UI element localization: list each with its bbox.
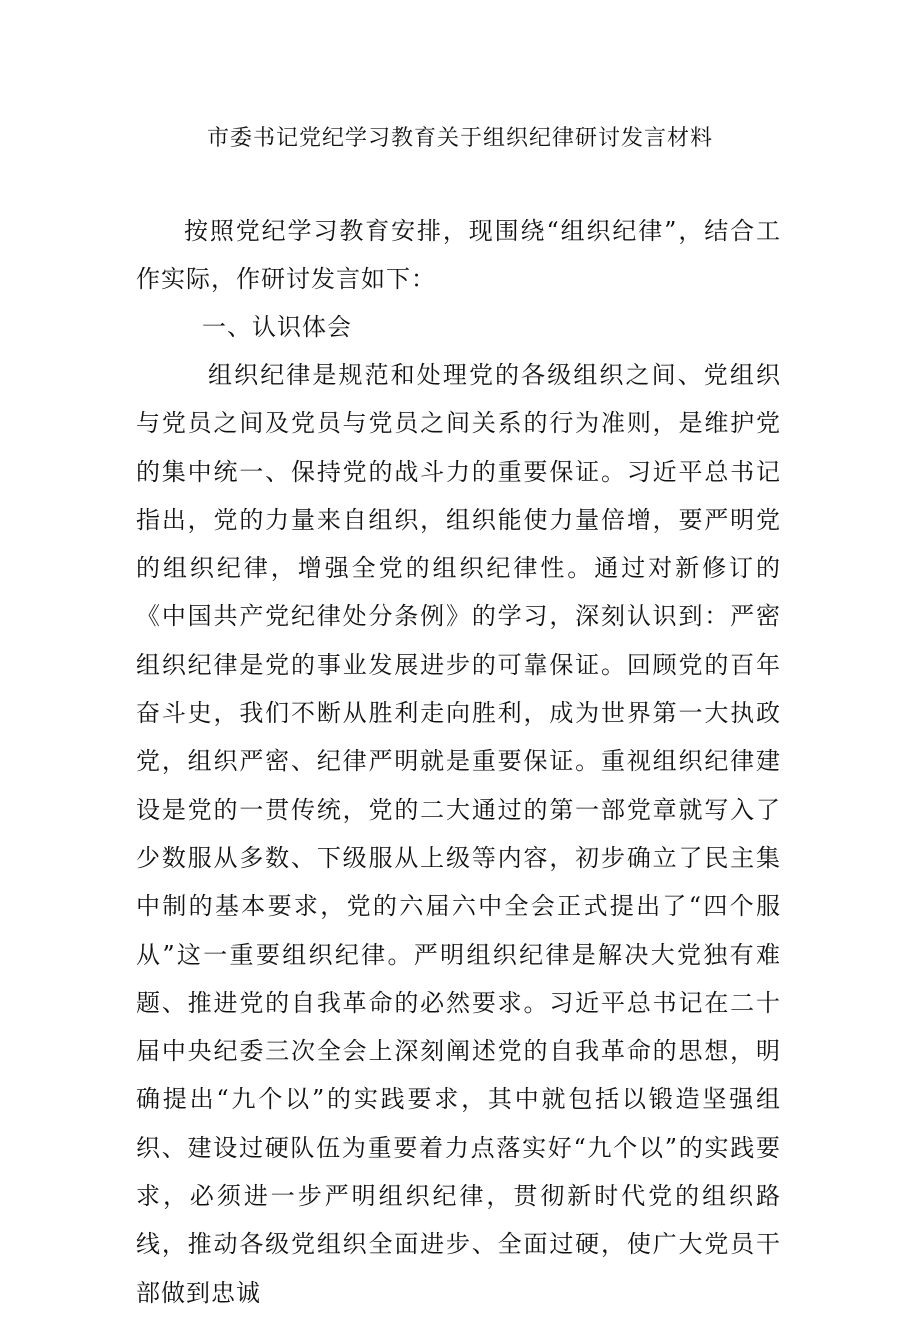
section-heading: 一、认识体会 — [202, 313, 352, 341]
document-title: 市委书记党纪学习教育关于组织纪律研讨发言材料 — [206, 126, 713, 151]
body-paragraph: 组织纪律是规范和处理党的各级组织之间、党组织与党员之间及党员与党员之间关系的行为准则，是维护党的集中统一、保持党的战斗力的重要保证。习近平总书记指出，党的力量来自组织，组织能使力量倍增，要严明党的组织纪律，增强全党的组织纪律性。通过对新修订的《中国共产党纪律处分条例》的学习，深刻认识到：严密组织纪律是党的事业发展进步的可靠保证。回顾党的百年奋斗史，我们不断从胜利走向胜利，成为世界第一大执政党，组织严密、纪律严明就是重要保证。重视组织纪律建设是党的一贯传统，党的二大通过的第一部党章就写入了少数服从多数、下级服从上级等内容，初步确立了民主集中制的基本要求，党的六届六中全会正式提出了“四个服从”这一重要组织纪律。严明组织纪律是解决大党独有难题、推进党的自我革命的必然要求。习近平总书记在二十届中央纪委三次全会上深刻阐述党的自我革命的思想，明确提出“九个以”的实践要求，其中就包括以锻造坚强组织、建设过硬队伍为重要着力点落实好“九个以”的实践要求，必须进一步严明组织纪律，贯彻新时代党的组织路线，推动各级党组织全面进步、全面过硬，使广大党员干部做到忠诚 — [136, 361, 781, 1307]
intro-paragraph: 按照党纪学习教育安排，现围绕“组织纪律”，结合工作实际，作研讨发言如下： — [136, 217, 781, 293]
